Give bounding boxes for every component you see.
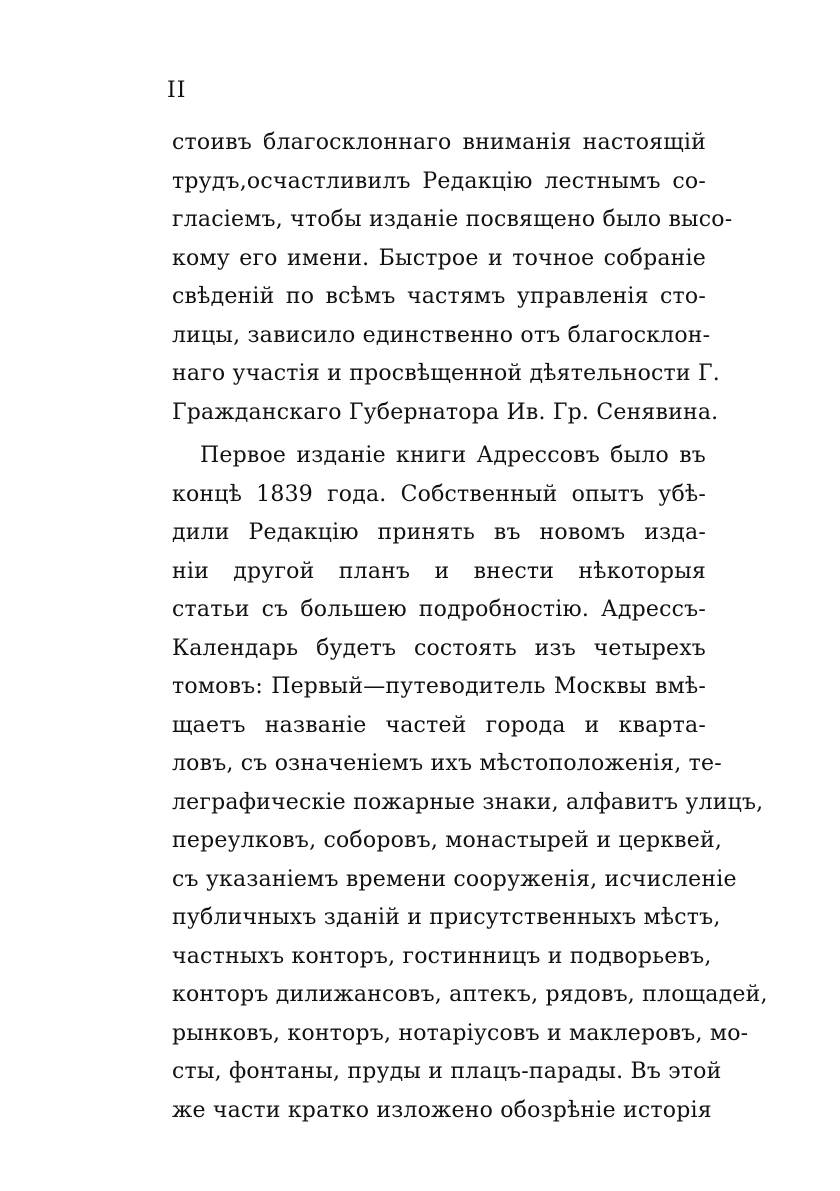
text-line: съ указаніемъ времени сооруженія, исчисленіе [172, 866, 737, 892]
text-line: томовъ: Первый—путеводитель Москвы вмѣ- [172, 674, 706, 699]
text-line: кому его имени. Быстрое и точное собраніе [172, 245, 706, 271]
text-line: частныхъ конторъ, гостинницъ и подворьевъ, [172, 943, 712, 969]
text-line: трудъ,осчастливилъ Редакцію лестнымъ со- [172, 168, 706, 194]
text-line: ловъ, съ означеніемъ ихъ мѣстоположенія, те- [172, 751, 722, 776]
page-number: II [167, 78, 187, 103]
text-line: щаетъ названіе частей города и кварта- [172, 712, 706, 738]
text-line: переулковъ, соборовъ, монастырей и церквей, [172, 828, 723, 853]
text-line: статьи съ большею подробностію. Адрессъ- [172, 597, 706, 622]
text-line: наго участія и просвѣщенной дѣятельности Г. [172, 361, 720, 386]
text-line: Первое изданіе книги Адрессовъ было въ [200, 443, 706, 468]
text-line: конторъ дилижансовъ, аптекъ, рядовъ, площадей, [172, 982, 768, 1007]
text-line: Гражданскаго Губернатора Ив. Гр. Сенявина. [172, 399, 719, 425]
text-line: Календарь будетъ состоять изъ четырехъ [172, 635, 706, 661]
text-line: свѣденій по всѣмъ частямъ управленія сто- [172, 284, 706, 309]
text-line: стоивъ благосклоннаго вниманія настоящій [172, 130, 706, 155]
text-line: сты, фонтаны, пруды и плацъ-парады. Въ этой [172, 1059, 722, 1084]
text-line: рынковъ, конторъ, нотаріусовъ и маклеровъ, мо- [172, 1020, 749, 1046]
text-line: публичныхъ зданій и присутственныхъ мѣстъ, [172, 905, 721, 930]
paragraph-2 [172, 437, 768, 1130]
text-line: концѣ 1839 года. Собственный опытъ убѣ- [172, 481, 706, 507]
text-line: лицы, зависило единственно отъ благосклон- [172, 322, 711, 348]
paragraph-1 [172, 124, 733, 432]
text-line: дили Редакцію принять въ новомъ изда- [172, 520, 706, 545]
text-line: ніи другой планъ и внести нѣкоторыя [172, 558, 706, 584]
text-line: же части кратко изложено обозрѣніе исторія [172, 1097, 712, 1123]
text-line: леграфическіе пожарные знаки, алфавитъ улицъ, [172, 789, 764, 815]
text-line: гласіемъ, чтобы изданіе посвящено было высо- [172, 207, 733, 232]
